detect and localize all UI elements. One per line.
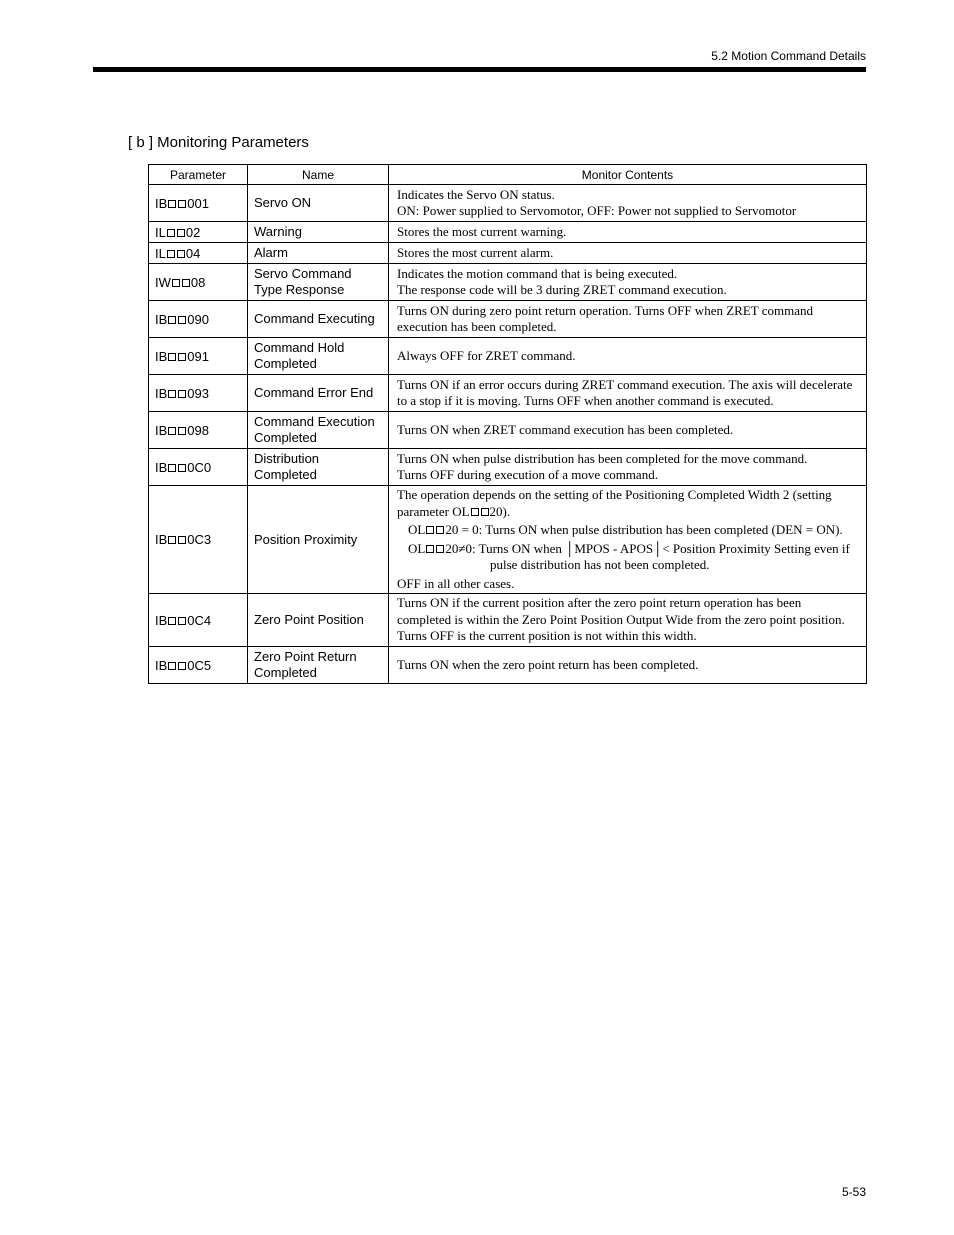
contents-cell: Indicates the Servo ON status. ON: Power supplied to Servomotor, OFF: Power not supplied to Servomotor bbox=[389, 185, 867, 222]
placeholder-box-icon bbox=[178, 464, 186, 472]
col-header-monitor-contents: Monitor Contents bbox=[389, 165, 867, 185]
placeholder-box-icon bbox=[436, 526, 444, 534]
header-rule bbox=[93, 67, 866, 72]
contents-cell: Always OFF for ZRET command. bbox=[389, 338, 867, 375]
parameter-cell: IL 04 bbox=[149, 243, 248, 264]
placeholder-box-icon bbox=[436, 545, 444, 553]
name-cell: Zero Point Position bbox=[248, 594, 389, 647]
placeholder-box-icon bbox=[177, 229, 185, 237]
contents-cell: Turns ON when ZRET command execution has been completed. bbox=[389, 412, 867, 449]
placeholder-box-icon bbox=[177, 250, 185, 258]
table-row bbox=[149, 594, 867, 647]
table-row bbox=[149, 647, 867, 684]
placeholder-box-icon bbox=[178, 316, 186, 324]
placeholder-box-icon bbox=[182, 279, 190, 287]
placeholder-box-icon bbox=[426, 545, 434, 553]
name-cell: Position Proximity bbox=[248, 486, 389, 594]
contents-cell: The operation depends on the setting of the Positioning Completed Width 2 (setting parameter OL 20). OL 20 = 0: Turns ON when pulse distribution has been completed (DEN = ON). OL 20≠0: Turns ON when │MPOS - APOS│< Position Proximity Setting even if pulse distribution has not been completed. OFF in all other cases. bbox=[389, 486, 867, 594]
name-cell: Warning bbox=[248, 222, 389, 243]
monitoring-parameters-table bbox=[148, 164, 867, 684]
placeholder-box-icon bbox=[168, 464, 176, 472]
table-row bbox=[149, 222, 867, 243]
table-row bbox=[149, 412, 867, 449]
placeholder-box-icon bbox=[168, 200, 176, 208]
parameter-cell: IB 0C5 bbox=[149, 647, 248, 684]
table-row bbox=[149, 338, 867, 375]
placeholder-box-icon bbox=[168, 390, 176, 398]
name-cell: Command Execution Completed bbox=[248, 412, 389, 449]
parameter-cell: IB 0C4 bbox=[149, 594, 248, 647]
parameter-cell: IW 08 bbox=[149, 264, 248, 301]
name-cell: Command Hold Completed bbox=[248, 338, 389, 375]
contents-cell: Turns ON during zero point return operation. Turns OFF when ZRET command execution has been completed. bbox=[389, 301, 867, 338]
table-row bbox=[149, 264, 867, 301]
contents-cell: Turns ON when pulse distribution has been completed for the move command. Turns OFF during execution of a move command. bbox=[389, 449, 867, 486]
table-row bbox=[149, 185, 867, 222]
placeholder-box-icon bbox=[426, 526, 434, 534]
parameter-cell: IB 090 bbox=[149, 301, 248, 338]
table-row bbox=[149, 486, 867, 594]
name-cell: Servo ON bbox=[248, 185, 389, 222]
placeholder-box-icon bbox=[481, 508, 489, 516]
placeholder-box-icon bbox=[167, 229, 175, 237]
placeholder-box-icon bbox=[178, 427, 186, 435]
table-row bbox=[149, 449, 867, 486]
page-number: 5-53 bbox=[841, 1185, 866, 1199]
parameter-cell: IL 02 bbox=[149, 222, 248, 243]
name-cell: Command Executing bbox=[248, 301, 389, 338]
placeholder-box-icon bbox=[168, 617, 176, 625]
parameter-cell: IB 001 bbox=[149, 185, 248, 222]
placeholder-box-icon bbox=[178, 390, 186, 398]
placeholder-box-icon bbox=[168, 427, 176, 435]
name-cell: Servo Command Type Response bbox=[248, 264, 389, 301]
parameter-cell: IB 0C0 bbox=[149, 449, 248, 486]
contents-cell: Turns ON if an error occurs during ZRET command execution. The axis will decelerate to a stop if it is moving. Turns OFF when another command is executed. bbox=[389, 375, 867, 412]
table-row bbox=[149, 243, 867, 264]
contents-cell: Turns ON if the current position after the zero point return operation has been completed is within the Zero Point Position Output Wide from the zero point position. Turns OFF is the current position is not within this width. bbox=[389, 594, 867, 647]
name-cell: Distribution Completed bbox=[248, 449, 389, 486]
placeholder-box-icon bbox=[178, 200, 186, 208]
name-cell: Zero Point Return Completed bbox=[248, 647, 389, 684]
placeholder-box-icon bbox=[168, 536, 176, 544]
placeholder-box-icon bbox=[168, 316, 176, 324]
placeholder-box-icon bbox=[168, 662, 176, 670]
name-cell: Alarm bbox=[248, 243, 389, 264]
name-cell: Command Error End bbox=[248, 375, 389, 412]
parameter-cell: IB 091 bbox=[149, 338, 248, 375]
placeholder-box-icon bbox=[471, 508, 479, 516]
parameter-cell: IB 098 bbox=[149, 412, 248, 449]
section-title: [ b ] Monitoring Parameters bbox=[128, 134, 309, 151]
placeholder-box-icon bbox=[178, 617, 186, 625]
placeholder-box-icon bbox=[178, 662, 186, 670]
placeholder-box-icon bbox=[178, 536, 186, 544]
placeholder-box-icon bbox=[172, 279, 180, 287]
col-header-parameter: Parameter bbox=[149, 165, 248, 185]
contents-cell: Indicates the motion command that is being executed. The response code will be 3 during ZRET command execution. bbox=[389, 264, 867, 301]
placeholder-box-icon bbox=[178, 353, 186, 361]
col-header-name: Name bbox=[248, 165, 389, 185]
contents-cell: Stores the most current warning. bbox=[389, 222, 867, 243]
contents-cell: Stores the most current alarm. bbox=[389, 243, 867, 264]
running-header: 5.2 Motion Command Details bbox=[711, 49, 866, 63]
placeholder-box-icon bbox=[168, 353, 176, 361]
contents-cell: Turns ON when the zero point return has been completed. bbox=[389, 647, 867, 684]
table-header-row bbox=[149, 165, 867, 185]
table-row bbox=[149, 301, 867, 338]
table-row bbox=[149, 375, 867, 412]
parameter-cell: IB 0C3 bbox=[149, 486, 248, 594]
placeholder-box-icon bbox=[167, 250, 175, 258]
parameter-cell: IB 093 bbox=[149, 375, 248, 412]
